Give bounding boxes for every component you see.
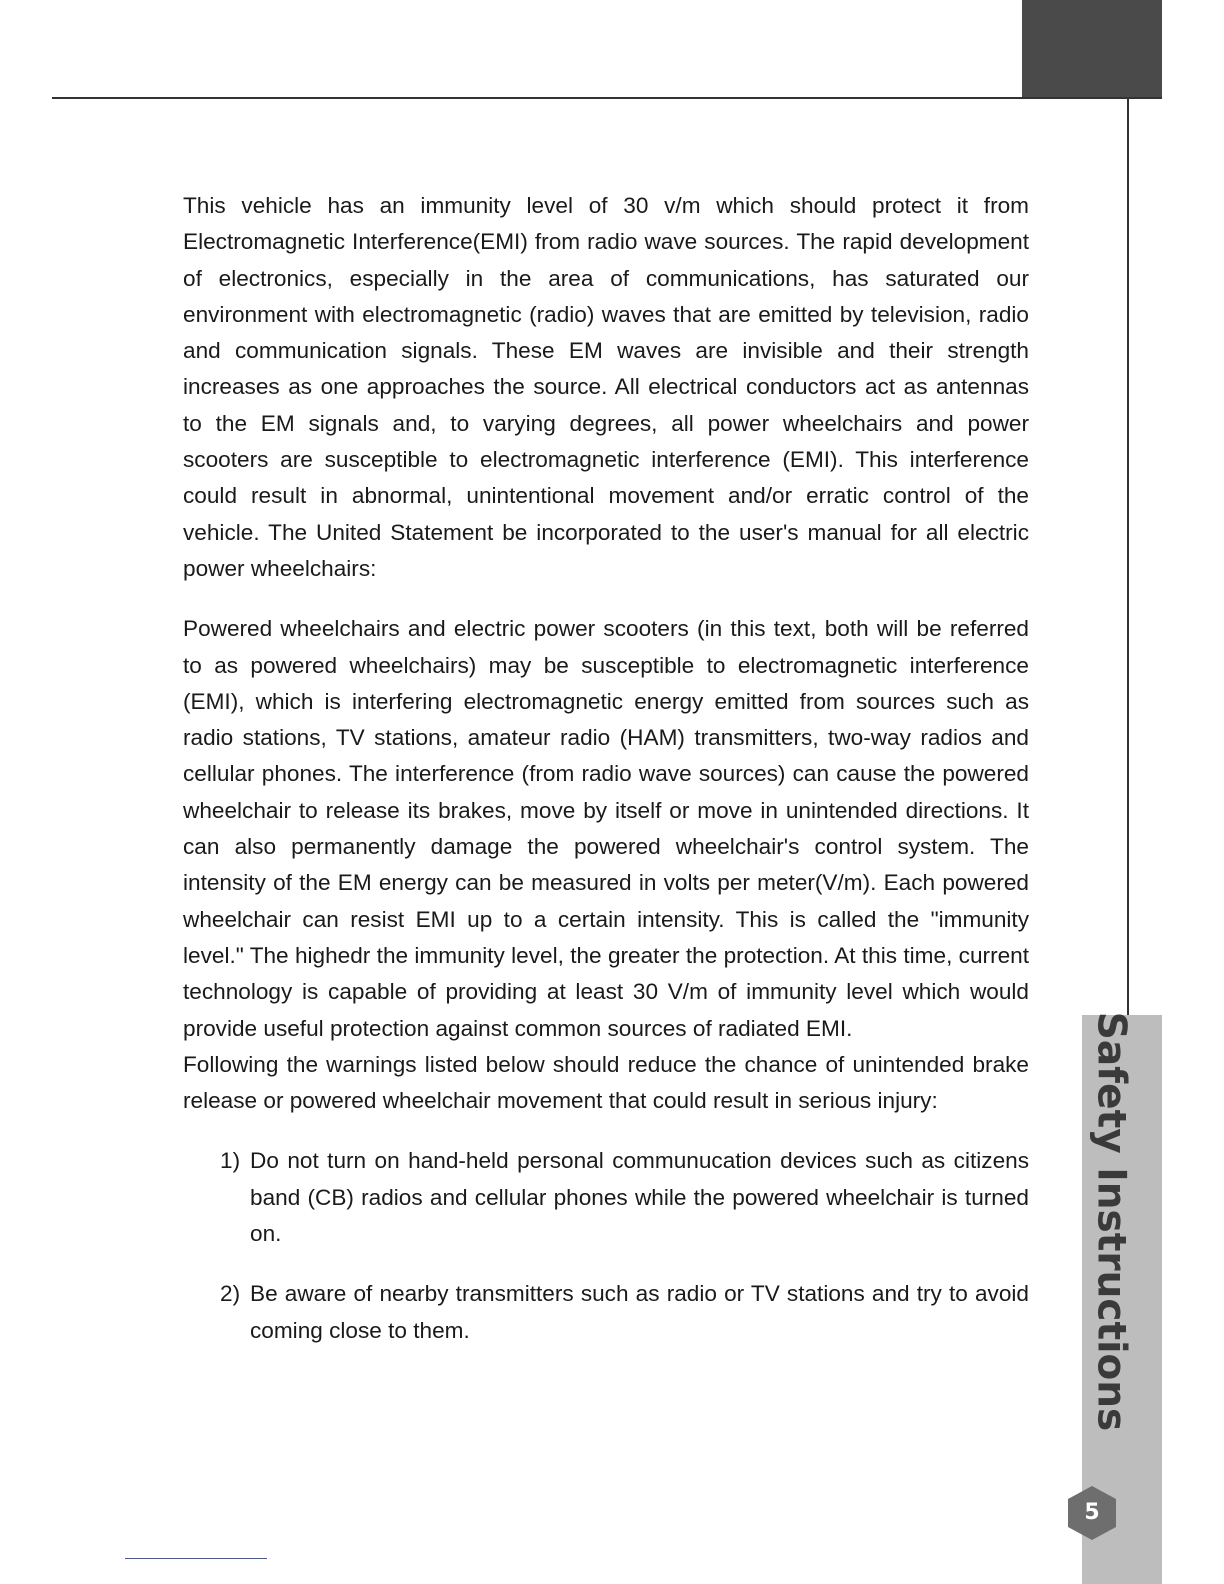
- list-item-number: 2): [220, 1281, 241, 1307]
- list-item: [220, 1276, 1029, 1349]
- page-body: [183, 188, 1029, 1349]
- warnings-intro-paragraph: Following the warnings listed below should reduce the chance of unintended brake release or powered wheelchair movement that could result in serious injury:: [183, 1051, 1029, 1114]
- list-item-number: 1): [220, 1148, 241, 1174]
- section-title: [1088, 1011, 1134, 1431]
- list-item-text: Be aware of nearby transmitters such as radio or TV stations and try to avoid coming close to them.: [250, 1281, 1029, 1343]
- list-item-text: Do not turn on hand-held personal communucation devices such as citizens band (CB) radios and cellular phones while the powered wheelchair is turned on.: [250, 1148, 1029, 1247]
- section-title-text: Safety Instructions: [1088, 1011, 1134, 1431]
- page-number-badge: [1065, 1484, 1119, 1542]
- intro-paragraph: This vehicle has an immunity level of 30 v/m which should protect it from Electromagnetic Interference(EMI) from radio wave sources. The rapid development of electronics, especially in the area of communications, has saturated our environment with electromagnetic (radio) waves that are emitted by television, radio and communication signals. These EM waves are invisible and their strength increases as one approaches the source. All electrical conductors act as antennas to the EM signals and, to varying degrees, all power wheelchairs and power scooters are susceptible to electromagnetic interference (EMI). This interference could result in abnormal, unintentional movement and/or erratic control of the vehicle. The United Statement be incorporated to the user's manual for all electric power wheelchairs:: [183, 193, 1029, 581]
- footnote-rule: [125, 1558, 267, 1559]
- warning-list: [183, 1143, 1029, 1348]
- page-number: 5: [1084, 1500, 1100, 1525]
- side-rule: [1127, 98, 1129, 1015]
- header-rule: [52, 97, 1162, 99]
- emi-paragraph: Powered wheelchairs and electric power scooters (in this text, both will be referred to as powered wheelchairs) may be susceptible to electromagnetic interference (EMI), which is interfering electromagnetic energy emitted from sources such as radio stations, TV stations, amateur radio (HAM) transmitters, two-way radios and cellular phones. The interference (from radio wave sources) can cause the powered wheelchair to release its brakes, move by itself or move in unintended directions. It can also permanently damage the powered wheelchair's control system. The intensity of the EM energy can be measured in volts per meter(V/m). Each powered wheelchair can resist EMI up to a certain intensity. This is called the "immunity level." The highedr the immunity level, the greater the protection. At this time, current technology is capable of providing at least 30 V/m of immunity level which would provide useful protection against common sources of radiated EMI.: [183, 616, 1029, 1041]
- list-item: [220, 1143, 1029, 1252]
- header-corner-block: [1022, 0, 1162, 98]
